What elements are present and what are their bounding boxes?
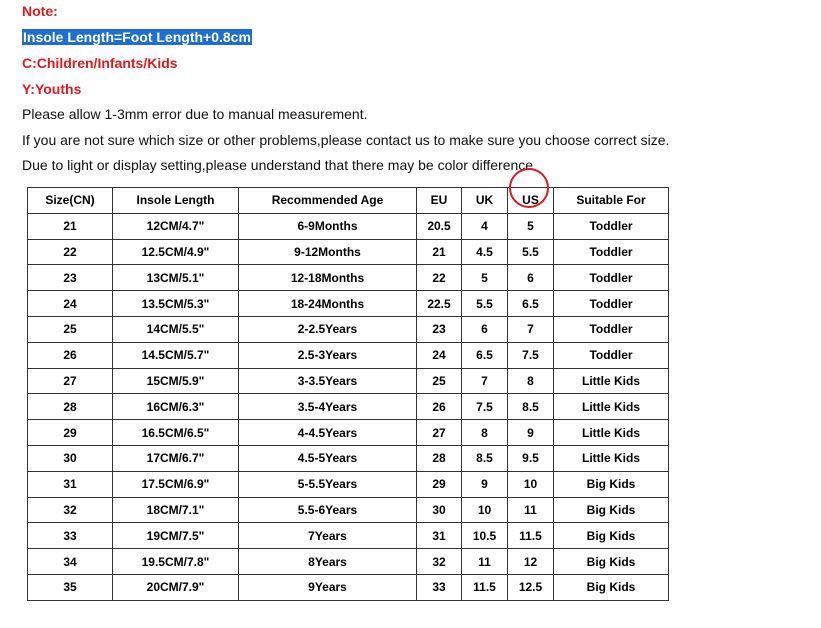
uk-header: UK (462, 188, 508, 214)
us-cell: 5 (508, 213, 554, 239)
size-cn-header: Size(CN) (28, 188, 113, 214)
recommended-age-cell: 2-2.5Years (239, 316, 417, 342)
table-row (28, 213, 669, 239)
eu-cell: 24 (417, 342, 462, 368)
contact-note: If you are not sure which size or other problems,please contact us to make sure you choose correct size. (22, 132, 670, 148)
uk-cell: 11 (462, 549, 508, 575)
note-label: Note: (22, 3, 58, 19)
suitable-for-cell: Toddler (554, 316, 669, 342)
uk-cell: 5.5 (462, 291, 508, 317)
recommended-age-cell: 2.5-3Years (239, 342, 417, 368)
table-row (28, 291, 669, 317)
suitable-for-cell: Big Kids (554, 471, 669, 497)
uk-cell: 8 (462, 420, 508, 446)
insole-formula-line (22, 29, 252, 45)
recommended-age-cell: 18-24Months (239, 291, 417, 317)
eu-cell: 30 (417, 497, 462, 523)
eu-cell: 32 (417, 549, 462, 575)
suitable-for-cell: Big Kids (554, 549, 669, 575)
suitable-for-cell: Toddler (554, 265, 669, 291)
suitable-for-cell: Toddler (554, 213, 669, 239)
insole-length-cell: 19CM/7.5" (113, 523, 239, 549)
table-row (28, 420, 669, 446)
recommended-age-cell: 5-5.5Years (239, 471, 417, 497)
eu-cell: 33 (417, 574, 462, 600)
recommended-age-cell: 5.5-6Years (239, 497, 417, 523)
us-cell: 9.5 (508, 445, 554, 471)
suitable-for-cell: Little Kids (554, 445, 669, 471)
measurement-error-note: Please allow 1-3mm error due to manual measurement. (22, 106, 368, 122)
size-chart-body (28, 213, 669, 600)
table-row (28, 368, 669, 394)
size-cn-cell: 31 (28, 471, 113, 497)
eu-cell: 27 (417, 420, 462, 446)
color-difference-note: Due to light or display setting,please understand that there may be color difference (22, 157, 534, 173)
us-cell: 6.5 (508, 291, 554, 317)
eu-cell: 28 (417, 445, 462, 471)
suitable-for-cell: Little Kids (554, 420, 669, 446)
recommended-age-header: Recommended Age (239, 188, 417, 214)
suitable-for-cell: Toddler (554, 291, 669, 317)
size-cn-cell: 33 (28, 523, 113, 549)
us-cell: 10 (508, 471, 554, 497)
children-legend: C:Children/Infants/Kids (22, 55, 178, 71)
size-cn-cell: 21 (28, 213, 113, 239)
eu-cell: 22 (417, 265, 462, 291)
eu-cell: 21 (417, 239, 462, 265)
suitable-for-header: Suitable For (554, 188, 669, 214)
recommended-age-cell: 4-4.5Years (239, 420, 417, 446)
table-row (28, 316, 669, 342)
us-cell: 7 (508, 316, 554, 342)
eu-header: EU (417, 188, 462, 214)
recommended-age-cell: 4.5-5Years (239, 445, 417, 471)
eu-cell: 25 (417, 368, 462, 394)
table-row (28, 239, 669, 265)
recommended-age-cell: 6-9Months (239, 213, 417, 239)
uk-cell: 10.5 (462, 523, 508, 549)
insole-length-cell: 13.5CM/5.3" (113, 291, 239, 317)
recommended-age-cell: 7Years (239, 523, 417, 549)
size-cn-cell: 25 (28, 316, 113, 342)
table-row (28, 342, 669, 368)
us-cell: 8.5 (508, 394, 554, 420)
table-row (28, 471, 669, 497)
size-cn-cell: 22 (28, 239, 113, 265)
uk-cell: 5 (462, 265, 508, 291)
insole-length-cell: 13CM/5.1" (113, 265, 239, 291)
uk-cell: 7 (462, 368, 508, 394)
size-cn-cell: 34 (28, 549, 113, 575)
size-chart-table (27, 187, 669, 601)
size-chart-header-row (28, 188, 669, 214)
us-header: US (508, 188, 554, 214)
suitable-for-cell: Toddler (554, 239, 669, 265)
table-row (28, 394, 669, 420)
size-cn-cell: 26 (28, 342, 113, 368)
insole-length-cell: 12.5CM/4.9" (113, 239, 239, 265)
insole-length-cell: 17.5CM/6.9" (113, 471, 239, 497)
youths-legend: Y:Youths (22, 81, 82, 97)
table-row (28, 574, 669, 600)
insole-length-cell: 14.5CM/5.7" (113, 342, 239, 368)
uk-cell: 6 (462, 316, 508, 342)
insole-length-cell: 16CM/6.3" (113, 394, 239, 420)
insole-length-cell: 20CM/7.9" (113, 574, 239, 600)
suitable-for-cell: Little Kids (554, 394, 669, 420)
us-cell: 6 (508, 265, 554, 291)
size-cn-cell: 28 (28, 394, 113, 420)
suitable-for-cell: Big Kids (554, 497, 669, 523)
uk-cell: 9 (462, 471, 508, 497)
table-row (28, 265, 669, 291)
insole-length-cell: 19.5CM/7.8" (113, 549, 239, 575)
eu-cell: 31 (417, 523, 462, 549)
us-cell: 9 (508, 420, 554, 446)
insole-length-header: Insole Length (113, 188, 239, 214)
insole-length-cell: 15CM/5.9" (113, 368, 239, 394)
insole-length-cell: 12CM/4.7" (113, 213, 239, 239)
uk-cell: 6.5 (462, 342, 508, 368)
recommended-age-cell: 3.5-4Years (239, 394, 417, 420)
uk-cell: 4.5 (462, 239, 508, 265)
us-cell: 11.5 (508, 523, 554, 549)
size-cn-cell: 30 (28, 445, 113, 471)
recommended-age-cell: 8Years (239, 549, 417, 575)
size-cn-cell: 24 (28, 291, 113, 317)
suitable-for-cell: Big Kids (554, 523, 669, 549)
recommended-age-cell: 3-3.5Years (239, 368, 417, 394)
us-cell: 12.5 (508, 574, 554, 600)
us-cell: 12 (508, 549, 554, 575)
size-cn-cell: 23 (28, 265, 113, 291)
recommended-age-cell: 9Years (239, 574, 417, 600)
uk-cell: 7.5 (462, 394, 508, 420)
table-row (28, 549, 669, 575)
suitable-for-cell: Toddler (554, 342, 669, 368)
insole-formula-highlight[interactable]: Insole Length=Foot Length+0.8cm (23, 29, 251, 45)
uk-cell: 4 (462, 213, 508, 239)
size-cn-cell: 29 (28, 420, 113, 446)
table-row (28, 523, 669, 549)
recommended-age-cell: 12-18Months (239, 265, 417, 291)
insole-length-cell: 18CM/7.1" (113, 497, 239, 523)
size-cn-cell: 27 (28, 368, 113, 394)
insole-length-cell: 16.5CM/6.5" (113, 420, 239, 446)
size-cn-cell: 32 (28, 497, 113, 523)
eu-cell: 29 (417, 471, 462, 497)
eu-cell: 26 (417, 394, 462, 420)
suitable-for-cell: Big Kids (554, 574, 669, 600)
uk-cell: 10 (462, 497, 508, 523)
table-row (28, 445, 669, 471)
us-cell: 11 (508, 497, 554, 523)
eu-cell: 20.5 (417, 213, 462, 239)
eu-cell: 23 (417, 316, 462, 342)
us-cell: 8 (508, 368, 554, 394)
table-row (28, 497, 669, 523)
recommended-age-cell: 9-12Months (239, 239, 417, 265)
eu-cell: 22.5 (417, 291, 462, 317)
us-cell: 5.5 (508, 239, 554, 265)
size-cn-cell: 35 (28, 574, 113, 600)
uk-cell: 8.5 (462, 445, 508, 471)
insole-length-cell: 17CM/6.7" (113, 445, 239, 471)
uk-cell: 11.5 (462, 574, 508, 600)
suitable-for-cell: Little Kids (554, 368, 669, 394)
insole-length-cell: 14CM/5.5" (113, 316, 239, 342)
us-cell: 7.5 (508, 342, 554, 368)
